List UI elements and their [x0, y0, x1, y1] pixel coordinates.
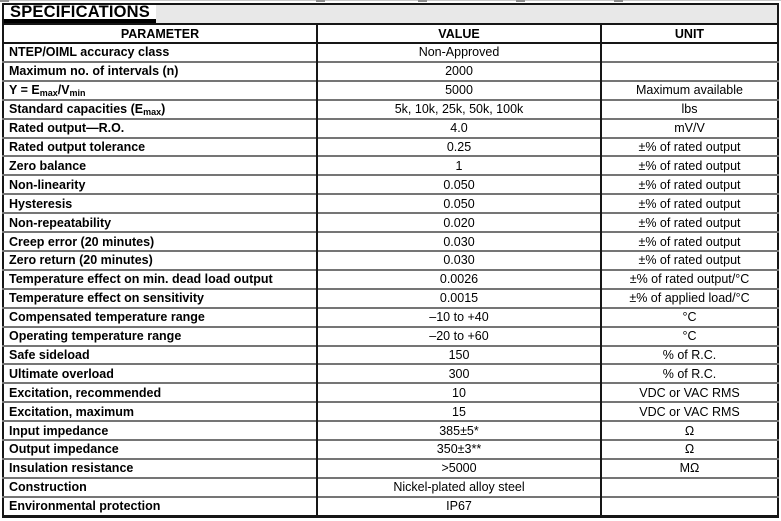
spec-cell-value: 15: [317, 402, 601, 421]
spec-row: [3, 81, 778, 100]
spec-row: [3, 100, 778, 119]
spec-row: [3, 346, 778, 365]
scan-artifact-tick: [614, 0, 623, 2]
spec-cell-unit: % of R.C.: [601, 346, 778, 365]
spec-row: [3, 364, 778, 383]
spec-cell-unit: MΩ: [601, 459, 778, 478]
title-row: [3, 4, 778, 24]
spec-cell-param: Creep error (20 minutes): [3, 232, 317, 251]
spec-cell-value: 4.0: [317, 119, 601, 138]
spec-cell-value: 2000: [317, 62, 601, 81]
spec-cell-unit: ±% of applied load/°C: [601, 289, 778, 308]
spec-cell-value: 385±5*: [317, 421, 601, 440]
spec-row: [3, 421, 778, 440]
spec-row: [3, 138, 778, 157]
title-band: [3, 4, 778, 24]
spec-cell-param: Ultimate overload: [3, 364, 317, 383]
spec-cell-param: Temperature effect on sensitivity: [3, 289, 317, 308]
spec-cell-unit: VDC or VAC RMS: [601, 402, 778, 421]
spec-cell-unit: [601, 478, 778, 497]
spec-cell-value: 1: [317, 156, 601, 175]
spec-cell-unit: °C: [601, 327, 778, 346]
spec-cell-value: 150: [317, 346, 601, 365]
spec-cell-value: –10 to +40: [317, 308, 601, 327]
spec-cell-param: Maximum no. of intervals (n): [3, 62, 317, 81]
spec-cell-param: Zero balance: [3, 156, 317, 175]
spec-cell-unit: % of R.C.: [601, 364, 778, 383]
spec-cell-unit: ±% of rated output: [601, 156, 778, 175]
spec-cell-unit: [601, 43, 778, 62]
spec-cell-param: Excitation, maximum: [3, 402, 317, 421]
scan-artifact-tick: [418, 0, 427, 2]
spec-row: [3, 478, 778, 497]
spec-cell-unit: ±% of rated output: [601, 175, 778, 194]
spec-cell-unit: Ω: [601, 440, 778, 459]
spec-cell-param: Compensated temperature range: [3, 308, 317, 327]
spec-cell-value: 0.050: [317, 194, 601, 213]
spec-row: [3, 156, 778, 175]
spec-cell-unit: ±% of rated output: [601, 213, 778, 232]
spec-cell-value: –20 to +60: [317, 327, 601, 346]
spec-row: [3, 232, 778, 251]
spec-cell-unit: °C: [601, 308, 778, 327]
spec-cell-param: Standard capacities $(E_{max})$: [3, 100, 317, 119]
spec-cell-value: 0.020: [317, 213, 601, 232]
spec-cell-value: >5000: [317, 459, 601, 478]
spec-cell-unit: lbs: [601, 100, 778, 119]
scan-artifact-tick: [516, 0, 525, 2]
spec-cell-param: Non-repeatability: [3, 213, 317, 232]
scan-artifact-tick: [316, 0, 325, 2]
spec-cell-value: 0.0015: [317, 289, 601, 308]
spec-cell-value: 5000: [317, 81, 601, 100]
spec-cell-param: Construction: [3, 478, 317, 497]
spec-cell-value: 0.050: [317, 175, 601, 194]
spec-table-head: [3, 4, 778, 43]
scan-edge-line: [0, 0, 781, 1]
spec-cell-value: 0.25: [317, 138, 601, 157]
spec-cell-value: IP67: [317, 497, 601, 517]
spec-cell-unit: Ω: [601, 421, 778, 440]
spec-row: [3, 251, 778, 270]
column-header-parameter: PARAMETER: [3, 24, 317, 43]
spec-row: [3, 459, 778, 478]
column-header-value: VALUE: [317, 24, 601, 43]
specifications-table-wrap: [2, 3, 779, 518]
spec-cell-param: Environmental protection: [3, 497, 317, 517]
spec-cell-unit: ±% of rated output/°C: [601, 270, 778, 289]
scan-artifact-tick: [0, 0, 9, 2]
spec-cell-param: Temperature effect on min. dead load output: [3, 270, 317, 289]
spec-cell-param: $Y = E_{max}/V_{min}$: [3, 81, 317, 100]
spec-table-body: [3, 43, 778, 517]
spec-cell-value: 10: [317, 383, 601, 402]
spec-cell-unit: VDC or VAC RMS: [601, 383, 778, 402]
spec-row: [3, 497, 778, 517]
spec-cell-unit: ±% of rated output: [601, 138, 778, 157]
spec-row: [3, 308, 778, 327]
specifications-table: [2, 3, 779, 518]
spec-row: [3, 289, 778, 308]
spec-cell-param: NTEP/OIML accuracy class: [3, 43, 317, 62]
spec-cell-unit: [601, 497, 778, 517]
spec-cell-param: Zero return (20 minutes): [3, 251, 317, 270]
spec-cell-unit: Maximum available: [601, 81, 778, 100]
spec-cell-param: Rated output tolerance: [3, 138, 317, 157]
spec-row: [3, 383, 778, 402]
spec-cell-unit: [601, 62, 778, 81]
spec-cell-value: 0.0026: [317, 270, 601, 289]
spec-cell-param: Output impedance: [3, 440, 317, 459]
spec-cell-unit: ±% of rated output: [601, 194, 778, 213]
spec-cell-unit: ±% of rated output: [601, 232, 778, 251]
column-header-unit: UNIT: [601, 24, 778, 43]
spec-cell-value: 300: [317, 364, 601, 383]
spec-cell-value: 0.030: [317, 232, 601, 251]
spec-cell-unit: ±% of rated output: [601, 251, 778, 270]
spec-cell-value: 0.030: [317, 251, 601, 270]
spec-cell-param: Non-linearity: [3, 175, 317, 194]
spec-row: [3, 43, 778, 62]
spec-cell-param: Safe sideload: [3, 346, 317, 365]
spec-row: [3, 62, 778, 81]
column-header-row: [3, 24, 778, 43]
spec-row: [3, 327, 778, 346]
spec-row: [3, 213, 778, 232]
spec-cell-param: Insulation resistance: [3, 459, 317, 478]
spec-cell-param: Operating temperature range: [3, 327, 317, 346]
spec-cell-value: 350±3**: [317, 440, 601, 459]
spec-row: [3, 440, 778, 459]
spec-row: [3, 119, 778, 138]
spec-row: [3, 270, 778, 289]
page-title: SPECIFICATIONS: [4, 5, 156, 23]
spec-cell-param: Rated output—R.O.: [3, 119, 317, 138]
spec-cell-param: Hysteresis: [3, 194, 317, 213]
spec-row: [3, 402, 778, 421]
spec-cell-param: Excitation, recommended: [3, 383, 317, 402]
spec-row: [3, 194, 778, 213]
spec-cell-unit: mV/V: [601, 119, 778, 138]
spec-cell-value: 5k, 10k, 25k, 50k, 100k: [317, 100, 601, 119]
spec-cell-param: Input impedance: [3, 421, 317, 440]
spec-cell-value: Nickel-plated alloy steel: [317, 478, 601, 497]
spec-cell-value: Non-Approved: [317, 43, 601, 62]
spec-row: [3, 175, 778, 194]
